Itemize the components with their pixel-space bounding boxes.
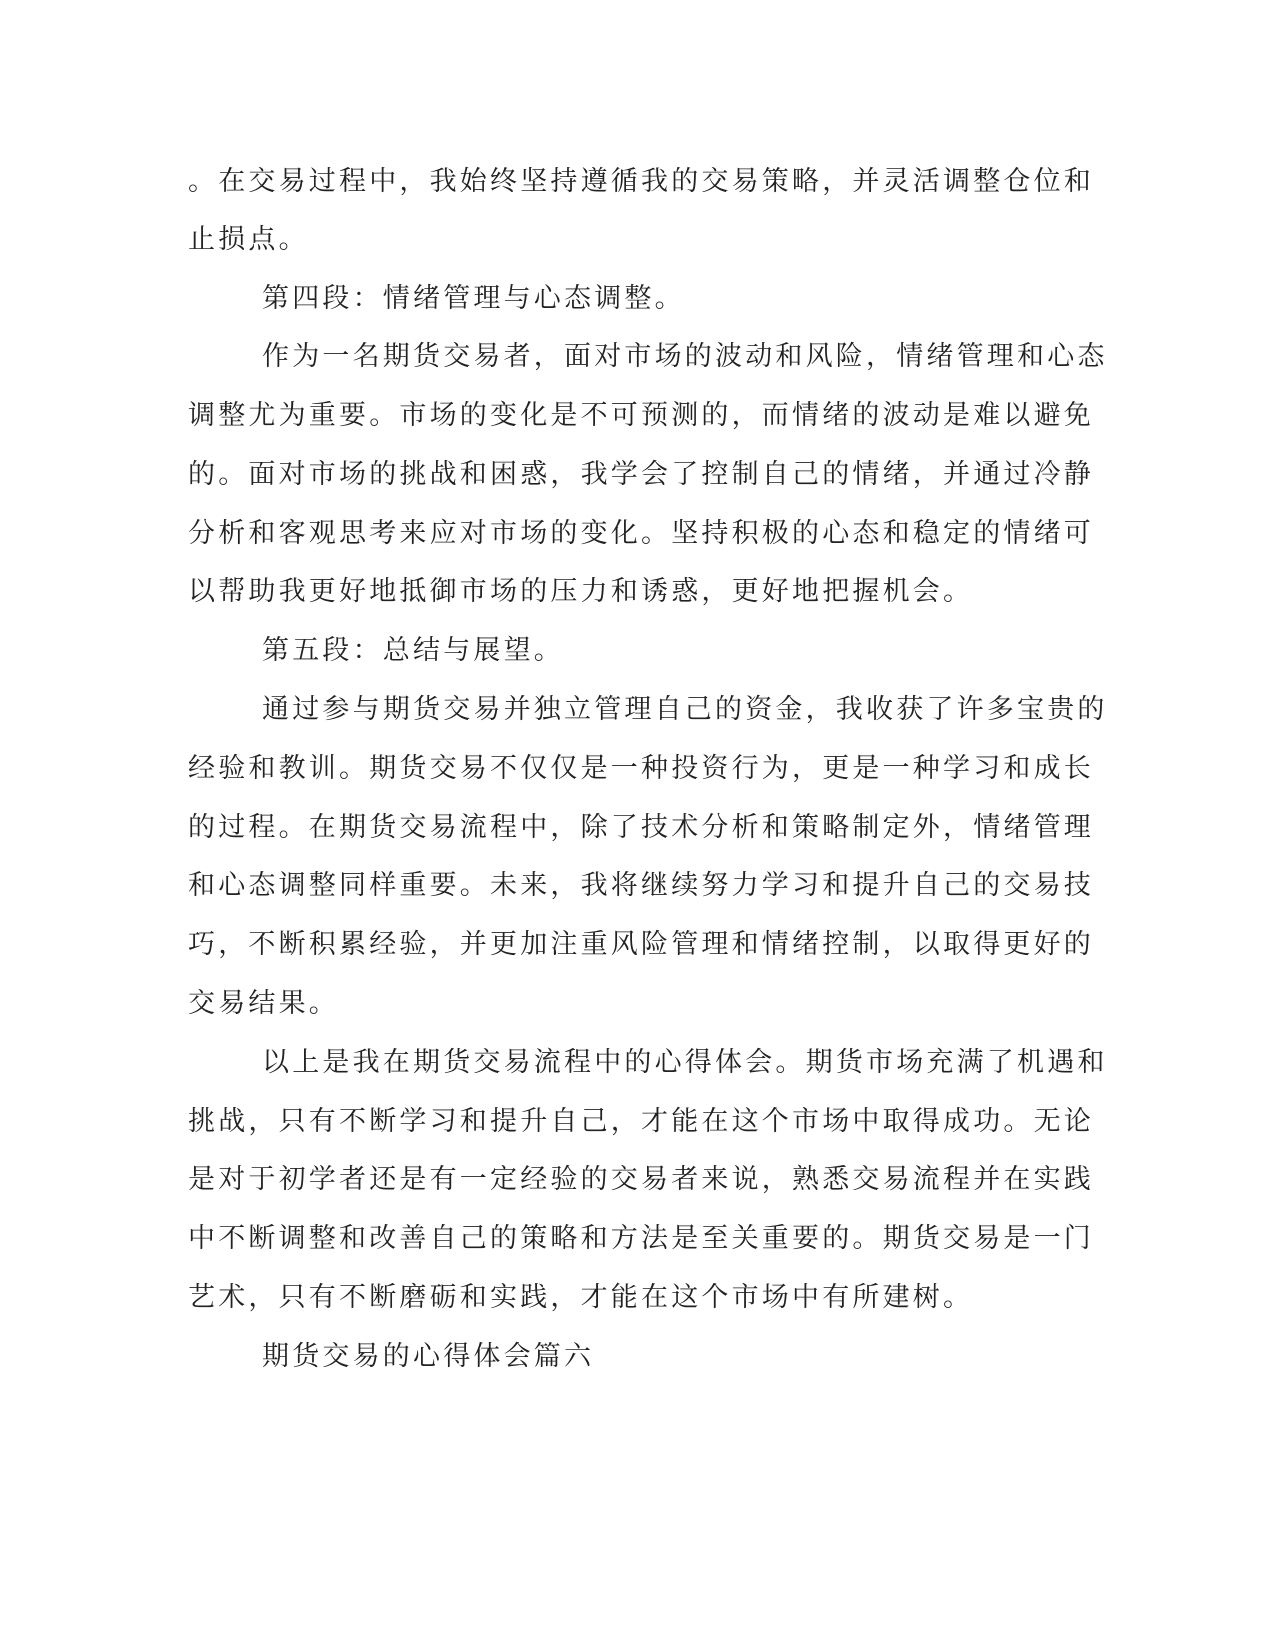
text-line: 调整尤为重要。市场的变化是不可预测的，而情绪的波动是难以避免 [188,400,1094,431]
text-line: 的过程。在期货交易流程中，除了技术分析和策略制定外，情绪管理 [188,812,1094,843]
text-line: 经验和教训。期货交易不仅仅是一种投资行为，更是一种学习和成长 [188,753,1094,784]
text-line: 。在交易过程中，我始终坚持遵循我的交易策略，并灵活调整仓位和 [188,166,1094,197]
text-line: 交易结果。 [188,988,339,1019]
section-title: 期货交易的心得体会篇六 [262,1341,595,1372]
text-line: 分析和客观思考来应对市场的变化。坚持积极的心态和稳定的情绪可 [188,518,1094,549]
text-line: 和心态调整同样重要。未来，我将继续努力学习和提升自己的交易技 [188,870,1094,901]
text-line: 止损点。 [188,224,309,255]
text-line: 是对于初学者还是有一定经验的交易者来说，熟悉交易流程并在实践 [188,1164,1094,1195]
text-line: 中不断调整和改善自己的策略和方法是至关重要的。期货交易是一门 [188,1223,1094,1254]
section-heading: 第五段：总结与展望。 [262,635,564,666]
section-heading: 第四段：情绪管理与心态调整。 [262,283,685,314]
paragraph-first-line: 通过参与期货交易并独立管理自己的资金，我收获了许多宝贵的 [262,694,1108,725]
text-line: 挑战，只有不断学习和提升自己，才能在这个市场中取得成功。无论 [188,1106,1094,1137]
text-line: 的。面对市场的挑战和困惑，我学会了控制自己的情绪，并通过冷静 [188,459,1094,490]
text-line: 巧，不断积累经验，并更加注重风险管理和情绪控制，以取得更好的 [188,929,1094,960]
paragraph-first-line: 以上是我在期货交易流程中的心得体会。期货市场充满了机遇和 [262,1047,1108,1078]
paragraph-first-line: 作为一名期货交易者，面对市场的波动和风险，情绪管理和心态 [262,341,1108,372]
text-line: 艺术，只有不断磨砺和实践，才能在这个市场中有所建树。 [188,1282,974,1313]
text-line: 以帮助我更好地抵御市场的压力和诱惑，更好地把握机会。 [188,576,974,607]
